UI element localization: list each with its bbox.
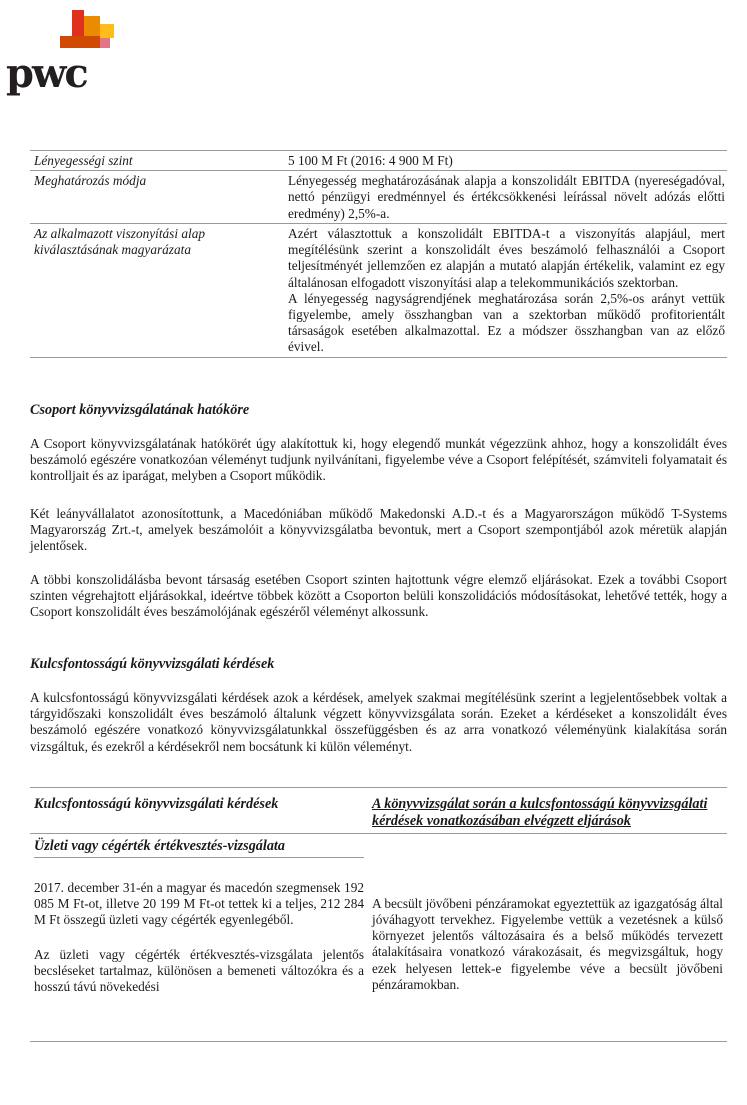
materiality-row-value bbox=[284, 223, 727, 357]
materiality-row-value bbox=[284, 151, 727, 171]
kam-paragraph bbox=[30, 690, 727, 755]
kam-table-header bbox=[30, 788, 727, 834]
paragraph: A kulcsfontosságú könyvvizsgálati kérdések azok a kérdések, amelyek szakmai megítélésünk szerint a legjelentősebbek voltak a tárgyidőszaki konszolidált éves beszámoló általunk végzett könyvvizsgálata során. Ezeket a kérdéseket a konszolidált éves beszámoló egészére vonatkozó könyvvizsgálatunkkal összefüggésben és az arra vonatkozó véleményünk kialakítása során vizsgáltuk, és ezekről a kérdésekről nem bocsátunk ki külön véleményt. bbox=[30, 690, 727, 754]
table-bottom-rule bbox=[30, 1041, 727, 1042]
paragraph: A Csoport könyvvizsgálatának hatókörét úgy alakítottuk ki, hogy elegendő munkát végezzünk ahhoz, hogy a konszolidált éves beszámoló egészére vonatkozóan véleményt tudjunk nyilvánítani, figyelembe véve a Csoport felépítését, számviteli folyamatait és kontrolljait és az iparágat, melyben a Csoport működik. bbox=[30, 436, 727, 484]
materiality-row bbox=[30, 171, 727, 224]
logo-block-orange bbox=[84, 16, 100, 36]
materiality-row bbox=[30, 151, 727, 171]
kam-section bbox=[30, 656, 727, 673]
kam-col2-header-lead: A könyvvizsgálat során a kulcsfontosságú könyvvizsgálati kérdések vonatkozásában bbox=[372, 796, 708, 830]
materiality-value-text: Azért választottuk a konszolidált EBITDA-t a viszonyítás alapjául, mert megítélésünk szerint a konszolidált éves beszámoló felhasználói a Csoport teljesítményét jellemzően ez alapján a mutató alapján értékelik, valamint ez egy általánosan elfogadott viszonyítási alap a telekommunikációs szektorban. bbox=[288, 225, 725, 290]
kam-col1-header: Kulcsfontosságú könyvvizsgálati kérdések bbox=[30, 788, 368, 834]
kam-col2-header bbox=[368, 788, 727, 834]
materiality-value-text: 5 100 M Ft (2016: 4 900 M Ft) bbox=[288, 153, 453, 168]
kam-right-cell bbox=[368, 833, 727, 1013]
materiality-row bbox=[30, 223, 727, 357]
kam-col2-header-tail: elvégzett eljárások bbox=[524, 813, 631, 830]
kam-left-cell bbox=[30, 833, 368, 1013]
kam-subheading: Üzleti vagy cégérték értékvesztés-vizsgálata bbox=[34, 838, 364, 858]
pwc-wordmark: pwc bbox=[6, 50, 87, 97]
materiality-value-text: Lényegesség meghatározásának alapja a konszolidált EBITDA (nyereségadóval, nettó pénzügyi eredménnyel és értékcsökkenési leírással növelt adózás előtti eredmény) 2,5%-a. bbox=[288, 173, 725, 221]
scope-section bbox=[30, 402, 727, 419]
logo-block-red bbox=[72, 10, 84, 36]
scope-paragraph bbox=[30, 436, 727, 485]
scope-paragraph bbox=[30, 572, 727, 621]
kam-table bbox=[30, 787, 727, 1013]
pwc-logo bbox=[4, 10, 124, 100]
scope-paragraph bbox=[30, 506, 727, 555]
materiality-row-label: Meghatározás módja bbox=[30, 171, 284, 224]
kam-left-text: 2017. december 31-én a magyar és macedón szegmensek 192 085 M Ft-ot, illetve 20 199 M Ft-ot tettek ki a teljes, 212 284 M Ft összegű üzleti vagy cégérték egyenlegéből. bbox=[34, 879, 364, 928]
materiality-row-label: Az alkalmazott viszonyítási alap kiválasztásának magyarázata bbox=[30, 223, 284, 357]
section-heading: Kulcsfontosságú könyvvizsgálati kérdések bbox=[30, 656, 275, 672]
logo-block-yellow bbox=[100, 24, 114, 38]
materiality-table bbox=[30, 150, 727, 358]
logo-block-darkorange bbox=[60, 36, 100, 48]
paragraph: Két leányvállalatot azonosítottunk, a Macedóniában működő Makedonski A.D.-t és a Magyarországon működő T-Systems Magyarország Zrt.-t, amelyek beszámolóit a könyvvizsgálatba bevontuk, mert a Csoport szempontjából azok méretük alapján jelentősek. bbox=[30, 506, 727, 554]
kam-table-row bbox=[30, 833, 727, 1013]
materiality-row-value bbox=[284, 171, 727, 224]
kam-right-text: A becsült jövőbeni pénzáramokat egyeztettük az igazgatóság által jóváhagyott tervekhez. Figyelembe vettük a vezetésnek a külső környezet jelentős változásaira és a belső működés tervezett átalakításaira vonatkozó várakozásait, és megvizsgáltuk, hogy ezek helyesen lettek-e figyelembe véve a becsült jövőbeni pénzáramokban. bbox=[372, 895, 723, 992]
materiality-value-text: A lényegesség nagyságrendjének meghatározása során 2,5%-os arányt vettük figyelembe, amely összhangban van a szektorban működő profitorientált társaságok esetében alkalmazottal. Ez a módszer összhangban van az előző évivel. bbox=[288, 290, 725, 355]
kam-left-text: Az üzleti vagy cégérték értékvesztés-vizsgálata jelentős becsléseket tartalmaz, különösen a bemeneti változókra és a hosszú távú növekedési bbox=[34, 946, 364, 995]
section-heading: Csoport könyvvizsgálatának hatóköre bbox=[30, 402, 250, 418]
logo-block-pink bbox=[100, 38, 110, 48]
materiality-row-label: Lényegességi szint bbox=[30, 151, 284, 171]
paragraph: A többi konszolidálásba bevont társaság esetében Csoport szinten hajtottunk végre elemző eljárásokat. Ezek a további Csoport szinten végrehajtott eljárásokkal, ideértve többek között a Csoporton belüli konszolidációs módosításokat, lehetővé tették, hogy a Csoport konszolidált éves beszámolójának egészéről véleményt alkossunk. bbox=[30, 572, 727, 620]
